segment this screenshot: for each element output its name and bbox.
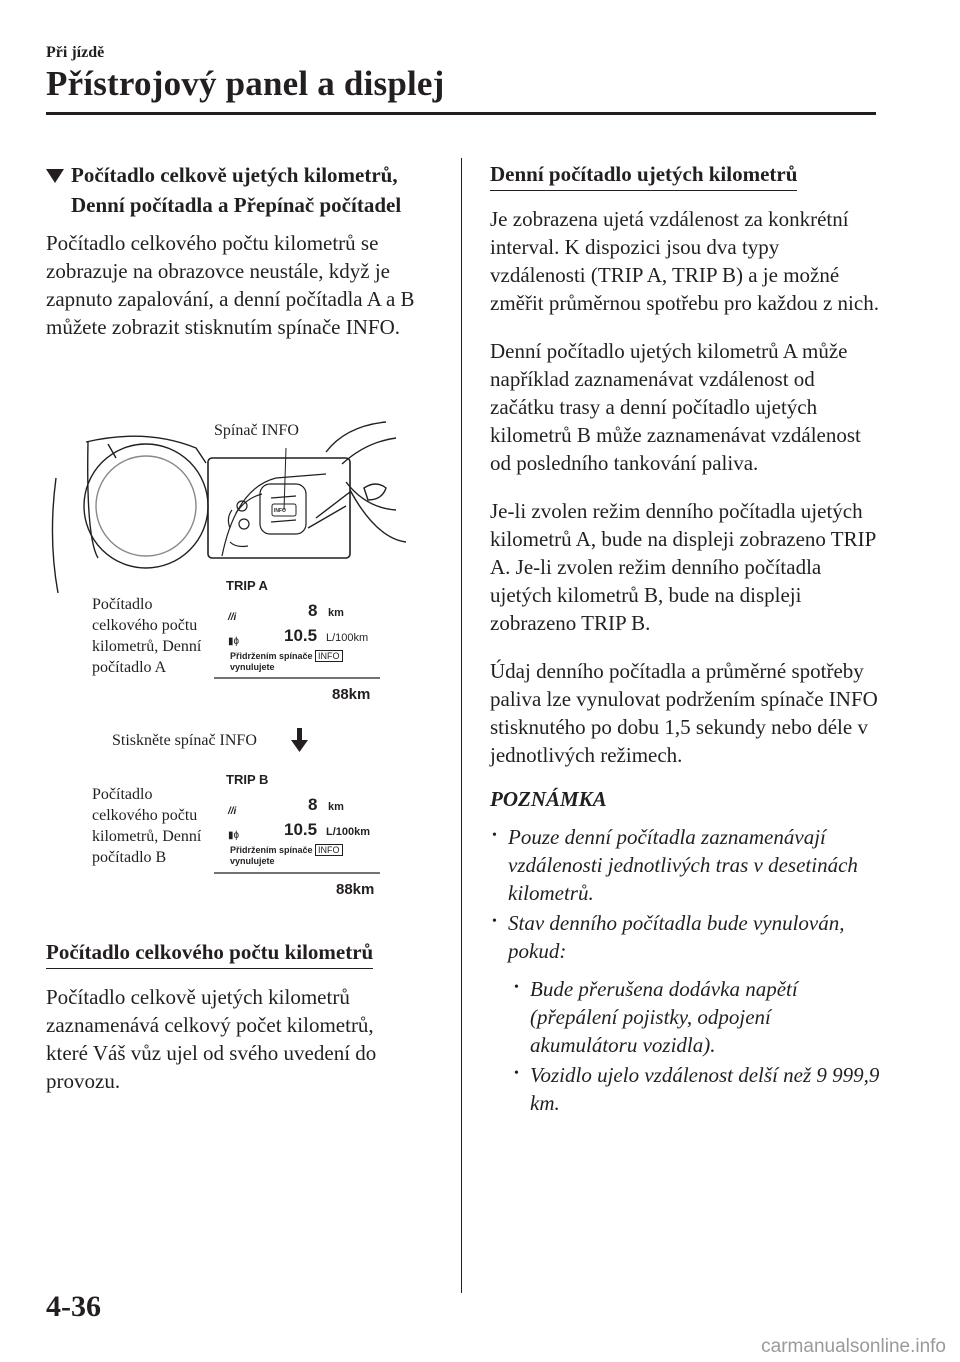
trip-a-consumption-unit: L/100km <box>326 632 369 644</box>
trip-b-label: TRIP B <box>226 772 269 787</box>
left-heading-text: Počítadlo celkově ujetých kilometrů, Denní počítadla a Přepínač počítadel <box>71 163 402 217</box>
trip-b-info-badge: INFO <box>315 844 343 856</box>
trip-b-distance: 8 <box>308 795 318 814</box>
odometer-heading: Počítadlo celkového počtu kilometrů <box>46 939 373 969</box>
odometer-paragraph: Počítadlo celkově ujetých kilometrů zaznamenává celkový počet kilometrů, které Váš vůz ujel od svého uvedení do provozu. <box>46 985 377 1093</box>
right-column <box>490 160 880 1117</box>
trip-b-consumption-unit: L/100km <box>326 826 371 838</box>
watermark: carmanualsonline.info <box>761 1336 946 1357</box>
trip-a-odometer: 88km <box>332 686 371 703</box>
note-sublist <box>490 975 880 1117</box>
down-arrow-icon <box>291 728 308 752</box>
trip-a-info-badge: INFO <box>315 650 343 662</box>
note-item-2: • Stav denního počítadla bude vynulován, pokud: <box>490 909 880 965</box>
label-odometer-trip-a: Počítadlo celkového počtu kilometrů, Denní počítadlo A <box>92 596 202 676</box>
trip-a-distance-unit: km <box>328 607 344 619</box>
trip-paragraph-2: Denní počítadlo ujetých kilometrů A může například zaznamenávat vzdálenost od začátku trasy a denní počítadlo ujetých kilometrů B může zaznamenávat vzdálenost od posledního tankování paliva. <box>490 339 861 475</box>
triangle-marker-icon <box>46 169 64 183</box>
trip-a-label: TRIP A <box>226 578 268 593</box>
svg-text://i: //i <box>228 612 237 623</box>
odometer-section <box>46 938 438 1095</box>
trip-a-hold-hint <box>230 651 343 661</box>
label-odometer-trip-b: Počítadlo celkového počtu kilometrů, Denní počítadlo B <box>92 786 202 866</box>
trip-b-distance-unit: km <box>328 801 344 813</box>
trip-a-hold-line1: Přidržením spínače <box>230 651 313 661</box>
gauge-cluster-drawing <box>52 436 208 593</box>
note-subitem-1: • Bude přerušena dodávka napětí (přepálení pojistky, odpojení akumulátoru vozidla). <box>512 975 880 1059</box>
note-item-1: • Pouze denní počítadla zaznamenávají vzdálenosti jednotlivých tras v desetinách kilometrů. <box>490 823 880 907</box>
info-switch-label: Spínač INFO <box>214 422 299 439</box>
press-info-label: Stiskněte spínač INFO <box>112 732 257 749</box>
svg-text://i: //i <box>228 806 237 817</box>
trip-a-hold-line2: vynulujete <box>230 662 275 672</box>
trip-b-consumption: 10.5 <box>284 820 318 839</box>
page-title: Přístrojový panel a displej <box>46 64 445 103</box>
trip-b-hold-line2: vynulujete <box>230 856 275 866</box>
left-heading <box>46 160 438 220</box>
section-name: Při jízdě <box>46 44 105 61</box>
note-list <box>490 823 880 965</box>
trip-paragraph-1: Je zobrazena ujetá vzdálenost za konkrétní interval. K dispozici jsou dva typy vzdálenosti (TRIP A, TRIP B) a je možné změřit průměrnou spotřebu pro každou z nich. <box>490 207 879 315</box>
info-button-text: INFO <box>274 508 286 514</box>
intro-paragraph: Počítadlo celkového počtu kilometrů se zobrazuje na obrazovce neustále, když je zapnuto zapalování, a denní počítadla A a B můžete zobrazit stisknutím spínače INFO. <box>46 231 415 339</box>
svg-text:▮ɸ: ▮ɸ <box>228 636 240 647</box>
trip-a-distance: 8 <box>308 601 318 620</box>
trip-b-hold-line1: Přidržením spínače <box>230 845 313 855</box>
title-rule <box>46 112 876 115</box>
page-number: 4-36 <box>46 1290 101 1323</box>
trip-meter-heading: Denní počítadlo ujetých kilometrů <box>490 161 797 191</box>
note-heading: POZNÁMKA <box>490 787 607 811</box>
left-column <box>46 160 438 341</box>
note-subitem-2: • Vozidlo ujelo vzdálenost delší než 9 999,9 km. <box>512 1061 880 1117</box>
trip-paragraph-4: Údaj denního počítadla a průměrné spotřeby paliva lze vynulovat podržením spínače INFO stisknutého po dobu 1,5 sekundy nebo déle v jednotlivých režimech. <box>490 659 878 767</box>
steering-wheel-drawing <box>308 422 406 542</box>
svg-text:▮ɸ: ▮ɸ <box>228 830 240 841</box>
column-divider <box>461 158 462 1293</box>
trip-paragraph-3: Je-li zvolen režim denního počítadla ujetých kilometrů A, bude na displeji zobrazeno TRIP A. Je-li zvolen režim denního počítadla ujetých kilometrů B, bude na displeji zobrazeno TRIP B. <box>490 499 876 635</box>
trip-b-hold-hint <box>230 845 343 855</box>
trip-a-consumption: 10.5 <box>284 626 318 645</box>
trip-figure <box>46 418 446 908</box>
trip-b-odometer: 88km <box>336 881 375 898</box>
